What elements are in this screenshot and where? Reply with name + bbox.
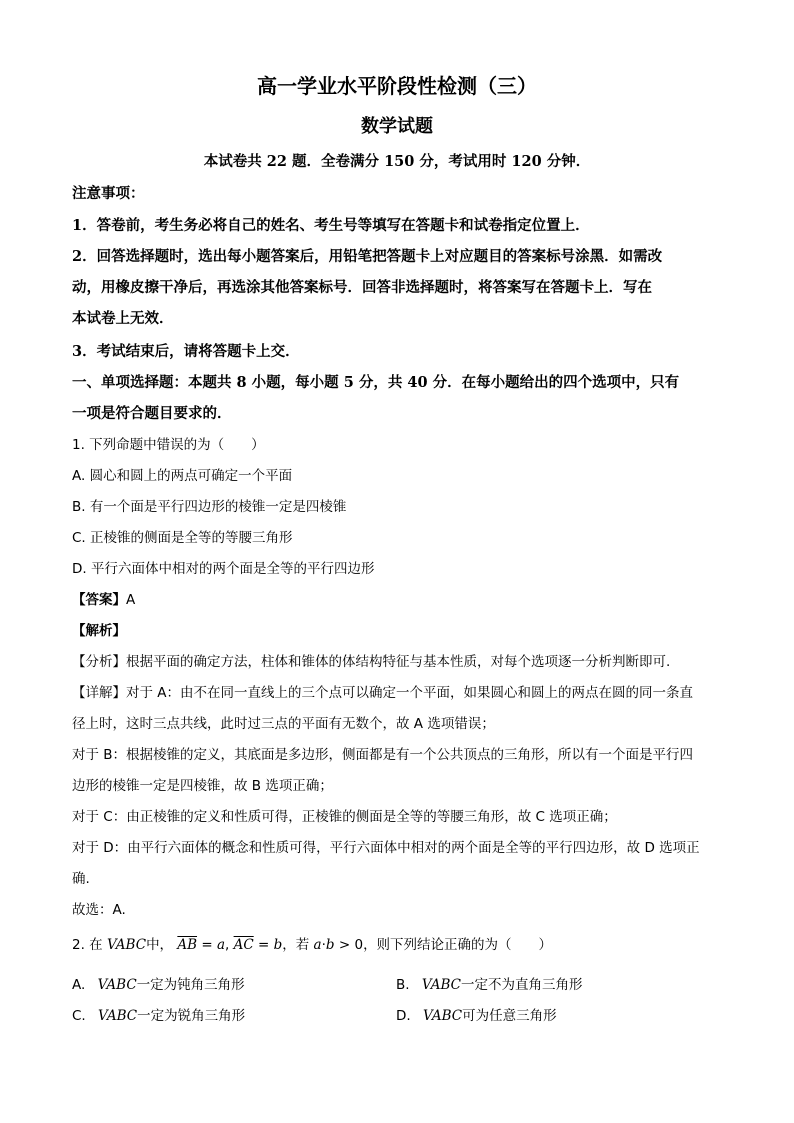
q2-triangle: VABC (106, 937, 147, 953)
option-b-text: 一定不为直角三角形 (460, 977, 583, 993)
q2-stem-prefix: 2. 在 (72, 937, 103, 953)
note-item-3: 3．考试结束后，请将答题卡上交． (72, 343, 300, 360)
question-1-option-a: A. 圆心和圆上的两点可确定一个平面 (72, 468, 293, 484)
option-b-triangle: VABC (421, 977, 461, 993)
dot-vector-a: a (313, 937, 322, 953)
analysis-summary: 【分析】根据平面的确定方法，柱体和锥体的体结构特征与基本性质，对每个选项逐一分析判断即可. (72, 654, 671, 670)
analysis-tag: 【解析】 (72, 623, 126, 639)
question-2-option-b (396, 973, 582, 993)
option-d-triangle: VABC (422, 1008, 463, 1024)
section-heading-line-1: 一、单项选择题：本题共 8 小题，每小题 5 分，共 40 分．在每小题给出的四个选项中，只有 (72, 374, 680, 391)
q2-eq-2: = (257, 937, 270, 953)
detail-c-line-1: 对于 C：由正棱锥的定义和性质可得，正棱锥的侧面是全等的等腰三角形，故 C 选项正确； (72, 809, 617, 825)
detail-d-line-2: 确. (72, 871, 90, 887)
question-2-stem (72, 933, 552, 953)
option-d-text: 可为任意三角形 (462, 1008, 557, 1024)
option-a-label: A. (72, 977, 86, 993)
detail-b-line-1: 对于 B：根据棱锥的定义，其底面是多边形，侧面都是有一个公共顶点的三角形，所以有一个面是平行四 (72, 747, 694, 763)
option-a-text: 一定为钝角三角形 (136, 977, 245, 993)
option-d-label: D. (396, 1008, 411, 1024)
vector-b: b (273, 937, 283, 953)
detail-b-line-2: 边形的棱锥一定是四棱锥，故 B 选项正确； (72, 778, 333, 794)
option-c-triangle: VABC (98, 1008, 138, 1024)
detail-d-line-1: 对于 D：由平行六面体的概念和性质可得，平行六面体中相对的两个面是全等的平行四边形，故 D 选项正 (72, 840, 700, 856)
note-item-2-line-1: 2．回答选择题时，选出每小题答案后，用铅笔把答题卡上对应题目的答案标号涂黑．如需改 (72, 248, 663, 265)
vector-ac: $\overline{AC}$ (233, 937, 254, 953)
q2-gt-zero: > 0 (338, 937, 364, 953)
exam-info: 本试卷共 22 题．全卷满分 150 分，考试用时 120 分钟． (203, 153, 591, 170)
detail-a-line-1: 【详解】对于 A：由不在同一直线上的三个点可以确定一个平面，如果圆心和圆上的两点在圆的同一条直 (72, 685, 694, 701)
answer-line (72, 588, 135, 608)
q2-stem-mid: 中， (146, 937, 174, 953)
question-2-option-a (72, 973, 245, 993)
q2-eq-1: = (201, 937, 213, 953)
question-2-option-c (72, 1004, 245, 1024)
question-1-option-b: B. 有一个面是平行四边形的棱锥一定是四棱锥 (72, 499, 347, 515)
answer-tag: 【答案】 (72, 592, 126, 608)
choose-line: 故选：A. (72, 902, 126, 918)
exam-title: 高一学业水平阶段性检测（三） (257, 74, 537, 98)
note-item-1: 1．答卷前，考生务必将自己的姓名、考生号等填写在答题卡和试卷指定位置上． (72, 217, 590, 234)
note-item-2-line-3: 本试卷上无效． (72, 310, 174, 327)
option-c-text: 一定为锐角三角形 (137, 1008, 246, 1024)
vector-ab: $\overline{AB}$ (177, 937, 198, 953)
dot-symbol: · (321, 937, 326, 953)
detail-a-line-2: 径上时，这时三点共线，此时过三点的平面有无数个，故 A 选项错误； (72, 716, 495, 732)
answer-value: A (126, 592, 136, 608)
q2-comma: , (225, 937, 230, 953)
vector-a: a (216, 937, 225, 953)
question-1-option-c: C. 正棱锥的侧面是全等的等腰三角形 (72, 530, 293, 546)
question-1-option-d: D. 平行六面体中相对的两个面是全等的平行四边形 (72, 561, 375, 577)
q2-stem-post: ，则下列结论正确的为（ ） (363, 937, 553, 953)
notes-heading: 注意事项： (72, 185, 145, 202)
note-item-2-line-2: 动，用橡皮擦干净后，再选涂其他答案标号．回答非选择题时，将答案写在答题卡上．写在 (72, 279, 652, 296)
dot-vector-b: b (325, 937, 335, 953)
option-a-triangle: VABC (97, 977, 137, 993)
question-2-option-d (396, 1004, 557, 1024)
option-b-label: B. (396, 977, 410, 993)
subject-title: 数学试题 (361, 116, 433, 137)
q2-ruo: ，若 (282, 937, 310, 953)
option-c-label: C. (72, 1008, 86, 1024)
question-1-stem: 1. 下列命题中错误的为（ ） (72, 437, 265, 453)
section-heading-line-2: 一项是符合题目要求的． (72, 405, 232, 422)
